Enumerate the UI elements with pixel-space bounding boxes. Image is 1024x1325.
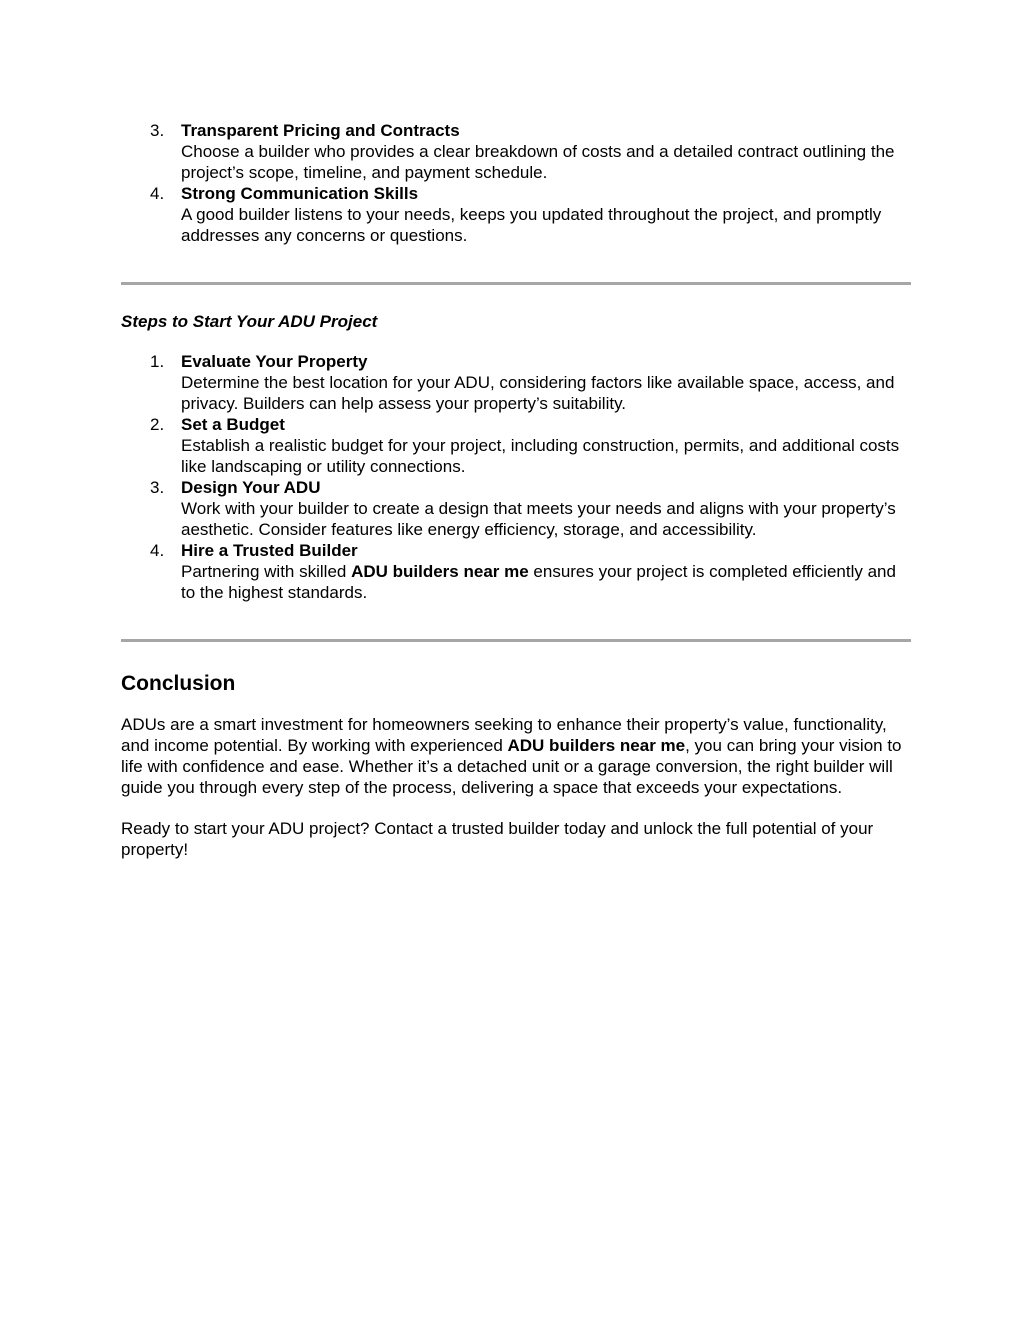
keyword-bold: ADU builders near me bbox=[507, 736, 686, 755]
list-item bbox=[121, 414, 911, 477]
list-item bbox=[121, 183, 911, 246]
paragraph-text: , you can bring your vision to life with confidence and ease. Whether it’s a detached unit or a garage conversion, the right builder will guide you through every step of the process, delivering a space that exceeds your expectations. bbox=[121, 736, 902, 797]
list-number: 3. bbox=[150, 121, 165, 140]
list-item-description: A good builder listens to your needs, keeps you updated throughout the project, and promptly addresses any concerns or questions. bbox=[181, 205, 882, 245]
list-item-description: Establish a realistic budget for your project, including construction, permits, and additional costs like landscaping or utility connections. bbox=[181, 436, 900, 476]
list-item-description: Determine the best location for your ADU, considering factors like available space, access, and privacy. Builders can help assess your property’s suitability. bbox=[181, 373, 895, 413]
list-item bbox=[121, 540, 911, 603]
list-item-title: Strong Communication Skills bbox=[181, 184, 419, 203]
section-divider bbox=[121, 639, 911, 642]
list-item bbox=[121, 120, 911, 183]
list-item bbox=[121, 351, 911, 414]
list-item-title: Design Your ADU bbox=[181, 478, 321, 497]
list-item-title: Hire a Trusted Builder bbox=[181, 541, 358, 560]
paragraph-text: ADUs are a smart investment for homeowners seeking to enhance their property’s value, functionality, and income potential. By working with experienced bbox=[121, 715, 887, 755]
keyword-bold: ADU builders near me bbox=[351, 562, 529, 581]
desc-text: ensures your project is completed efficiently and to the highest standards. bbox=[181, 562, 896, 602]
section-divider bbox=[121, 282, 911, 285]
conclusion-paragraph bbox=[121, 714, 911, 798]
list-number: 4. bbox=[150, 541, 165, 560]
list-number: 4. bbox=[150, 184, 165, 203]
list-item-description: Choose a builder who provides a clear breakdown of costs and a detailed contract outlining the project’s scope, timeline, and payment schedule. bbox=[181, 142, 895, 182]
document-page bbox=[121, 120, 911, 860]
list-item-description: Work with your builder to create a design that meets your needs and aligns with your property’s aesthetic. Consider features like energy efficiency, storage, and accessibility. bbox=[181, 499, 896, 539]
steps-list bbox=[121, 351, 911, 603]
list-item-title: Set a Budget bbox=[181, 415, 285, 434]
list-number: 2. bbox=[150, 415, 165, 434]
steps-heading: Steps to Start Your ADU Project bbox=[121, 312, 378, 331]
conclusion-heading: Conclusion bbox=[121, 672, 236, 695]
closing-paragraph: Ready to start your ADU project? Contact a trusted builder today and unlock the full potential of your property! bbox=[121, 819, 874, 859]
list-item-title: Transparent Pricing and Contracts bbox=[181, 121, 460, 140]
list-item-description bbox=[181, 561, 911, 603]
list-item-title: Evaluate Your Property bbox=[181, 352, 368, 371]
list-number: 3. bbox=[150, 478, 165, 497]
list-item bbox=[121, 477, 911, 540]
list-number: 1. bbox=[150, 352, 165, 371]
criteria-list bbox=[121, 120, 911, 246]
desc-text: Partnering with skilled bbox=[181, 562, 352, 581]
